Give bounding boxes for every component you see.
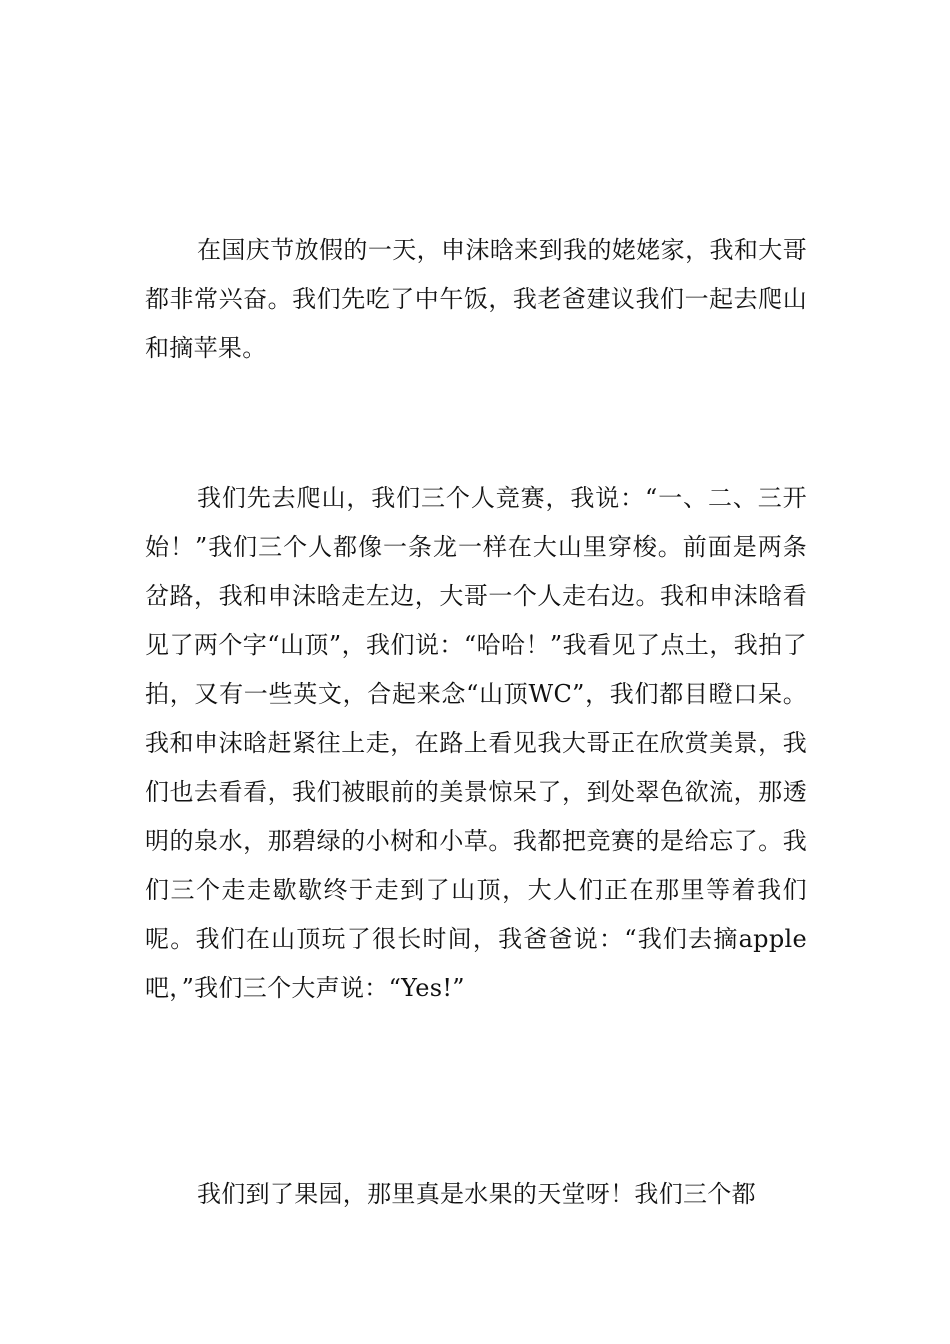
paragraph-2: 我们先去爬山，我们三个人竞赛，我说：“一、二、三开始！”我们三个人都像一条龙一样在大山里穿梭。前面是两条岔路，我和申沫晗走左边，大哥一个人走右边。我和申沫晗看见了两个字“山顶”，我们说：“哈哈！”我看见了点土，我拍了拍，又有一些英文，合起来念“山顶WC”，我们都目瞪口呆。我和申沫晗赶紧往上走，在路上看见我大哥正在欣赏美景，我们也去看看，我们被眼前的美景惊呆了，到处翠色欲流，那透明的泉水，那碧绿的小树和小草。我都把竞赛的是给忘了。我们三个走走歇歇终于走到了山顶，大人们正在那里等着我们呢。我们在山顶玩了很长时间，我爸爸说：“我们去摘apple吧，”我们三个大声说：“Yes!” <box>145 484 807 1002</box>
paragraph-3: 我们到了果园，那里真是水果的天堂呀！我们三个都 <box>197 1180 756 1208</box>
paragraph-1: 在国庆节放假的一天，申沫晗来到我的姥姥家，我和大哥都非常兴奋。我们先吃了中午饭，我老爸建议我们一起去爬山和摘苹果。 <box>145 236 807 362</box>
